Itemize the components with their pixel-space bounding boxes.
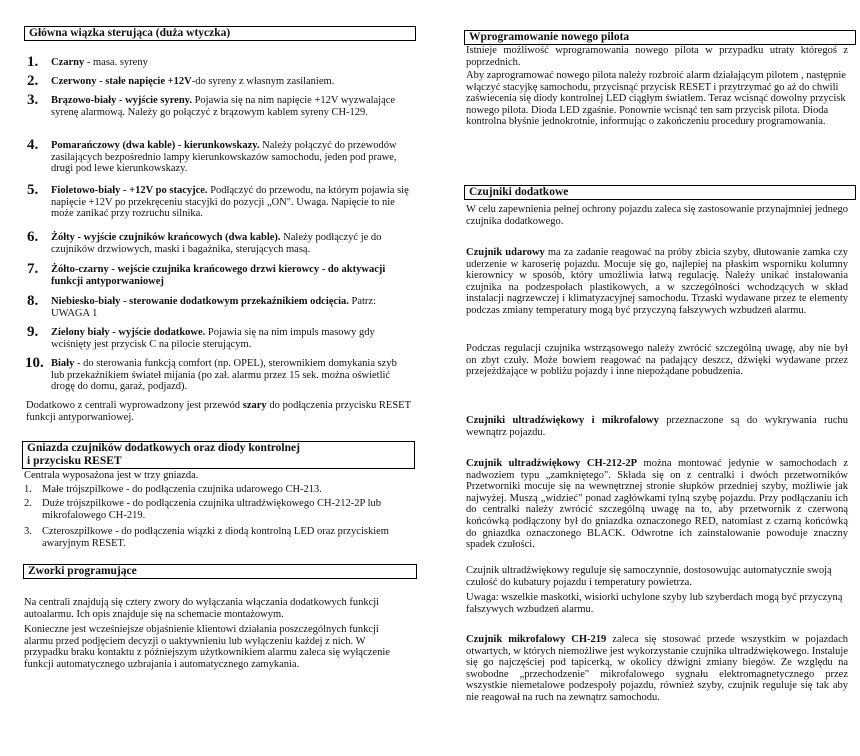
extra-sensors-header: [464, 185, 856, 200]
remote-programming-title: Wprogramowanie nowego pilota: [469, 31, 630, 43]
sockets-title-line1: Gniazda czujników dodatkowych oraz diody kontrolnej: [27, 442, 300, 454]
ultrasonic-sensor-paragraph-2: Czujnik ultradźwiękowy reguluje się samoczynnie, dostosowując automatycznie swoją czułość do kubatury pojazdu i temperatury powietrza.: [466, 565, 832, 588]
sockets-title-line2: i przycisku RESET: [27, 455, 122, 467]
remote-programming-header: [464, 30, 856, 45]
jumpers-header: [23, 564, 417, 579]
wire-item-5: 5. Fioletowo-biały - +12V po stacyjce. Podłączyć do przewodu, na którym pojawia się napięcie +12V po przekręceniu stacyjki do pozycji „ON". Uwaga. Napięcie to nie może zanikać przy rozruchu silnika.: [27, 182, 409, 220]
wire-item-10: 10. Biały - do sterowania funkcją comfort (np. OPEL), sterownikiem domykania szyb lub przekaźnikiem świateł mijania (po zał. alarmu przez 15 sek. można oświetlić drogę do domu, garaż, podjazd).: [25, 355, 397, 393]
main-harness-header: [24, 26, 416, 41]
wire-item-4: 4. Pomarańczowy (dwa kable) - kierunkowskazy. Należy połączyć do przewodów zasilających bezpośrednio lampy kierunkowskazów samochodu, jeden pod prawe, drugi pod lewe kierunkowskazy.: [27, 137, 397, 175]
jumpers-paragraph-2: Konieczne jest wcześniejsze objaśnienie klientowi działania poszczególnych funkcji alarmu przed podjęciem decyzji o uaktywnieniu lub wyłączeniu każdej z nich. W przypadku braku kontaktu z późniejszym użytkownikiem alarmu zaleca się wyłączenie funkcji automatycznego uzbrajania i automatycznego zamykania.: [24, 624, 390, 670]
wire-item-2: 2. Czerwony - stałe napięcie +12V-do syreny z własnym zasilaniem.: [27, 73, 335, 89]
remote-programming-p2: Aby zaprogramować nowego pilota należy rozbroić alarm działającym pilotem , następnie włączyć stacyjkę samochodu, przycisnąć przycisk RESET i przytrzymać go aż do chwili zaświecenia się diody kontrolnej LED ciągłym światłem. Teraz wcisnąć dowolny przycisk nowego pilota. Dioda LED zgaśnie. Ponownie wcisnąć ten sam przycisk pilota. Dioda kontrolna błyśnie jednokrotnie, informując o zakończeniu procedury programowania.: [466, 70, 846, 128]
main-harness-title: Główna wiązka sterująca (duża wtyczka): [29, 27, 231, 39]
microwave-sensor-paragraph: Czujnik mikrofalowy CH-219 zaleca się stosować przede wszystkim w pojazdach otwartych, w których niemożliwe jest wykorzystanie czujnika ultradźwiękowego. Instaluje się go najczęściej pod tapicerką, w okolicy dźwigni zmiany biegów. Ze względu na swobodne „przechodzenie" mikrofalowego sygnału elektromagnetycznego przez wszystkie niemetalowe podzespoły pojazdu, również szyby, czujnik reguluje się tak aby nie reagował na ruch na zewnątrz samochodu.: [466, 634, 848, 703]
ultrasonic-sensor-paragraph: Czujnik ultradźwiękowy CH-212-2P można montować jedynie w samochodach z nadwoziem typu „zamkniętego". Składa się on z centralki i dwóch przetworników Przetworniki mocuje się na wewnętrznej stronie słupków przedniej szyby, możliwie jak najwyżej. Muszą „widzieć" ponad zagłówkami tylną szybę pojazdu. Przy podłączaniu ich do centralki należy zwrócić szczególną uwagę na to, aby przetwornik z czerwoną końcówką podłączony był do gniazdka oznaczonego RED, natomiast z czarną końcówką do gniazdka oznaczonego BLACK. Odwrotne ich zainstalowanie powoduje znaczny spadek czułości.: [466, 458, 848, 551]
extra-sensors-title: Czujniki dodatkowe: [469, 186, 569, 198]
wire-item-3: 3. Brązowo-biały - wyjście syreny. Pojawia się na nim napięcie +12V wyzwalające syrenę alarmową. Należy go połączyć z brązowym kablem syreny CH-129.: [27, 92, 396, 118]
sockets-header: [22, 441, 415, 469]
wire-item-8: 8. Niebiesko-biały - sterowanie dodatkowym przekaźnikiem odcięcia. Patrz: UWAGA 1: [27, 293, 377, 319]
remote-programming-p1: Istnieje możliwość wprogramowania nowego pilota w przypadku utraty któregoś z poprzednich.: [466, 45, 848, 68]
jumpers-paragraph-1: Na centrali znajdują się cztery zwory do wyłączania włączania dodatkowych funkcji autoalarmu. Ich opis znajduje się na schemacie montażowym.: [24, 597, 380, 620]
wire-item-9: 9. Zielony biały - wyjście dodatkowe. Pojawia się na nim impuls masowy gdy wciśnięty jest przycisk C na pilocie sterującym.: [27, 324, 375, 350]
ultra-micro-paragraph: Czujniki ultradźwiękowy i mikrofalowy przeznaczone są do wykrywania ruchu wewnątrz pojazdu.: [466, 415, 848, 438]
wire-item-7: 7. Żółto-czarny - wejście czujnika krańcowego drzwi kierowcy - do aktywacji funkcji antyporwaniowej: [27, 261, 386, 287]
shock-sensor-paragraph: Czujnik udarowy ma za zadanie reagować na próby zbicia szyby, dłutowanie zamka czy uderzenie w karoserię pojazdu. Mocuje się go, najlepiej na płaskim wsporniku kolumny kierownicy w sposób, który umożliwia łatwą regulację. Należy unikać instalowania czujnika na podzespołach plastikowych, a w szczególności wchodzących w skład instalacji nagrzewczej i klimatyzacyjnej samochodu. Trzaski wydawane przez te elementy podczas zmiany temperatury mogą być przyczyną fałszywych wzbudzeń alarmu.: [466, 247, 848, 316]
jumpers-title: Zworki programujące: [28, 565, 137, 577]
sockets-intro: Centrala wyposażona jest w trzy gniazda.: [24, 470, 199, 481]
reset-wire-note: Dodatkowo z centrali wyprowadzony jest przewód szary do podłączenia przycisku RESET funkcji antyporwaniowej.: [26, 400, 411, 423]
wire-item-6: 6. Żółty - wyjście czujników krańcowych (dwa kable). Należy podłączyć je do czujników drzwiowych, maski i bagażnika, sterujących masą.: [27, 229, 382, 255]
extra-sensors-intro: W celu zapewnienia pełnej ochrony pojazdu zaleca się zastosowanie przynajmniej jednego czujnika dodatkowego.: [466, 204, 848, 227]
ultrasonic-sensor-paragraph-3: Uwaga: wszelkie maskotki, wisiorki uchylone szyby lub szyberdach mogą być przyczyną fałszywych wzbudzeń alarmu.: [466, 592, 843, 615]
shock-sensor-paragraph-2: Podczas regulacji czujnika wstrząsowego należy zwrócić szczególną uwagę, aby nie był on zbyt czuły. Może bowiem reagować na padający deszcz, dźwięki wydawane przez przejeżdżające w pobliżu pojazdy i inne niepożądane pobudzenia.: [466, 343, 848, 378]
wire-item-1: 1. Czarny - masa. syreny: [27, 54, 148, 70]
